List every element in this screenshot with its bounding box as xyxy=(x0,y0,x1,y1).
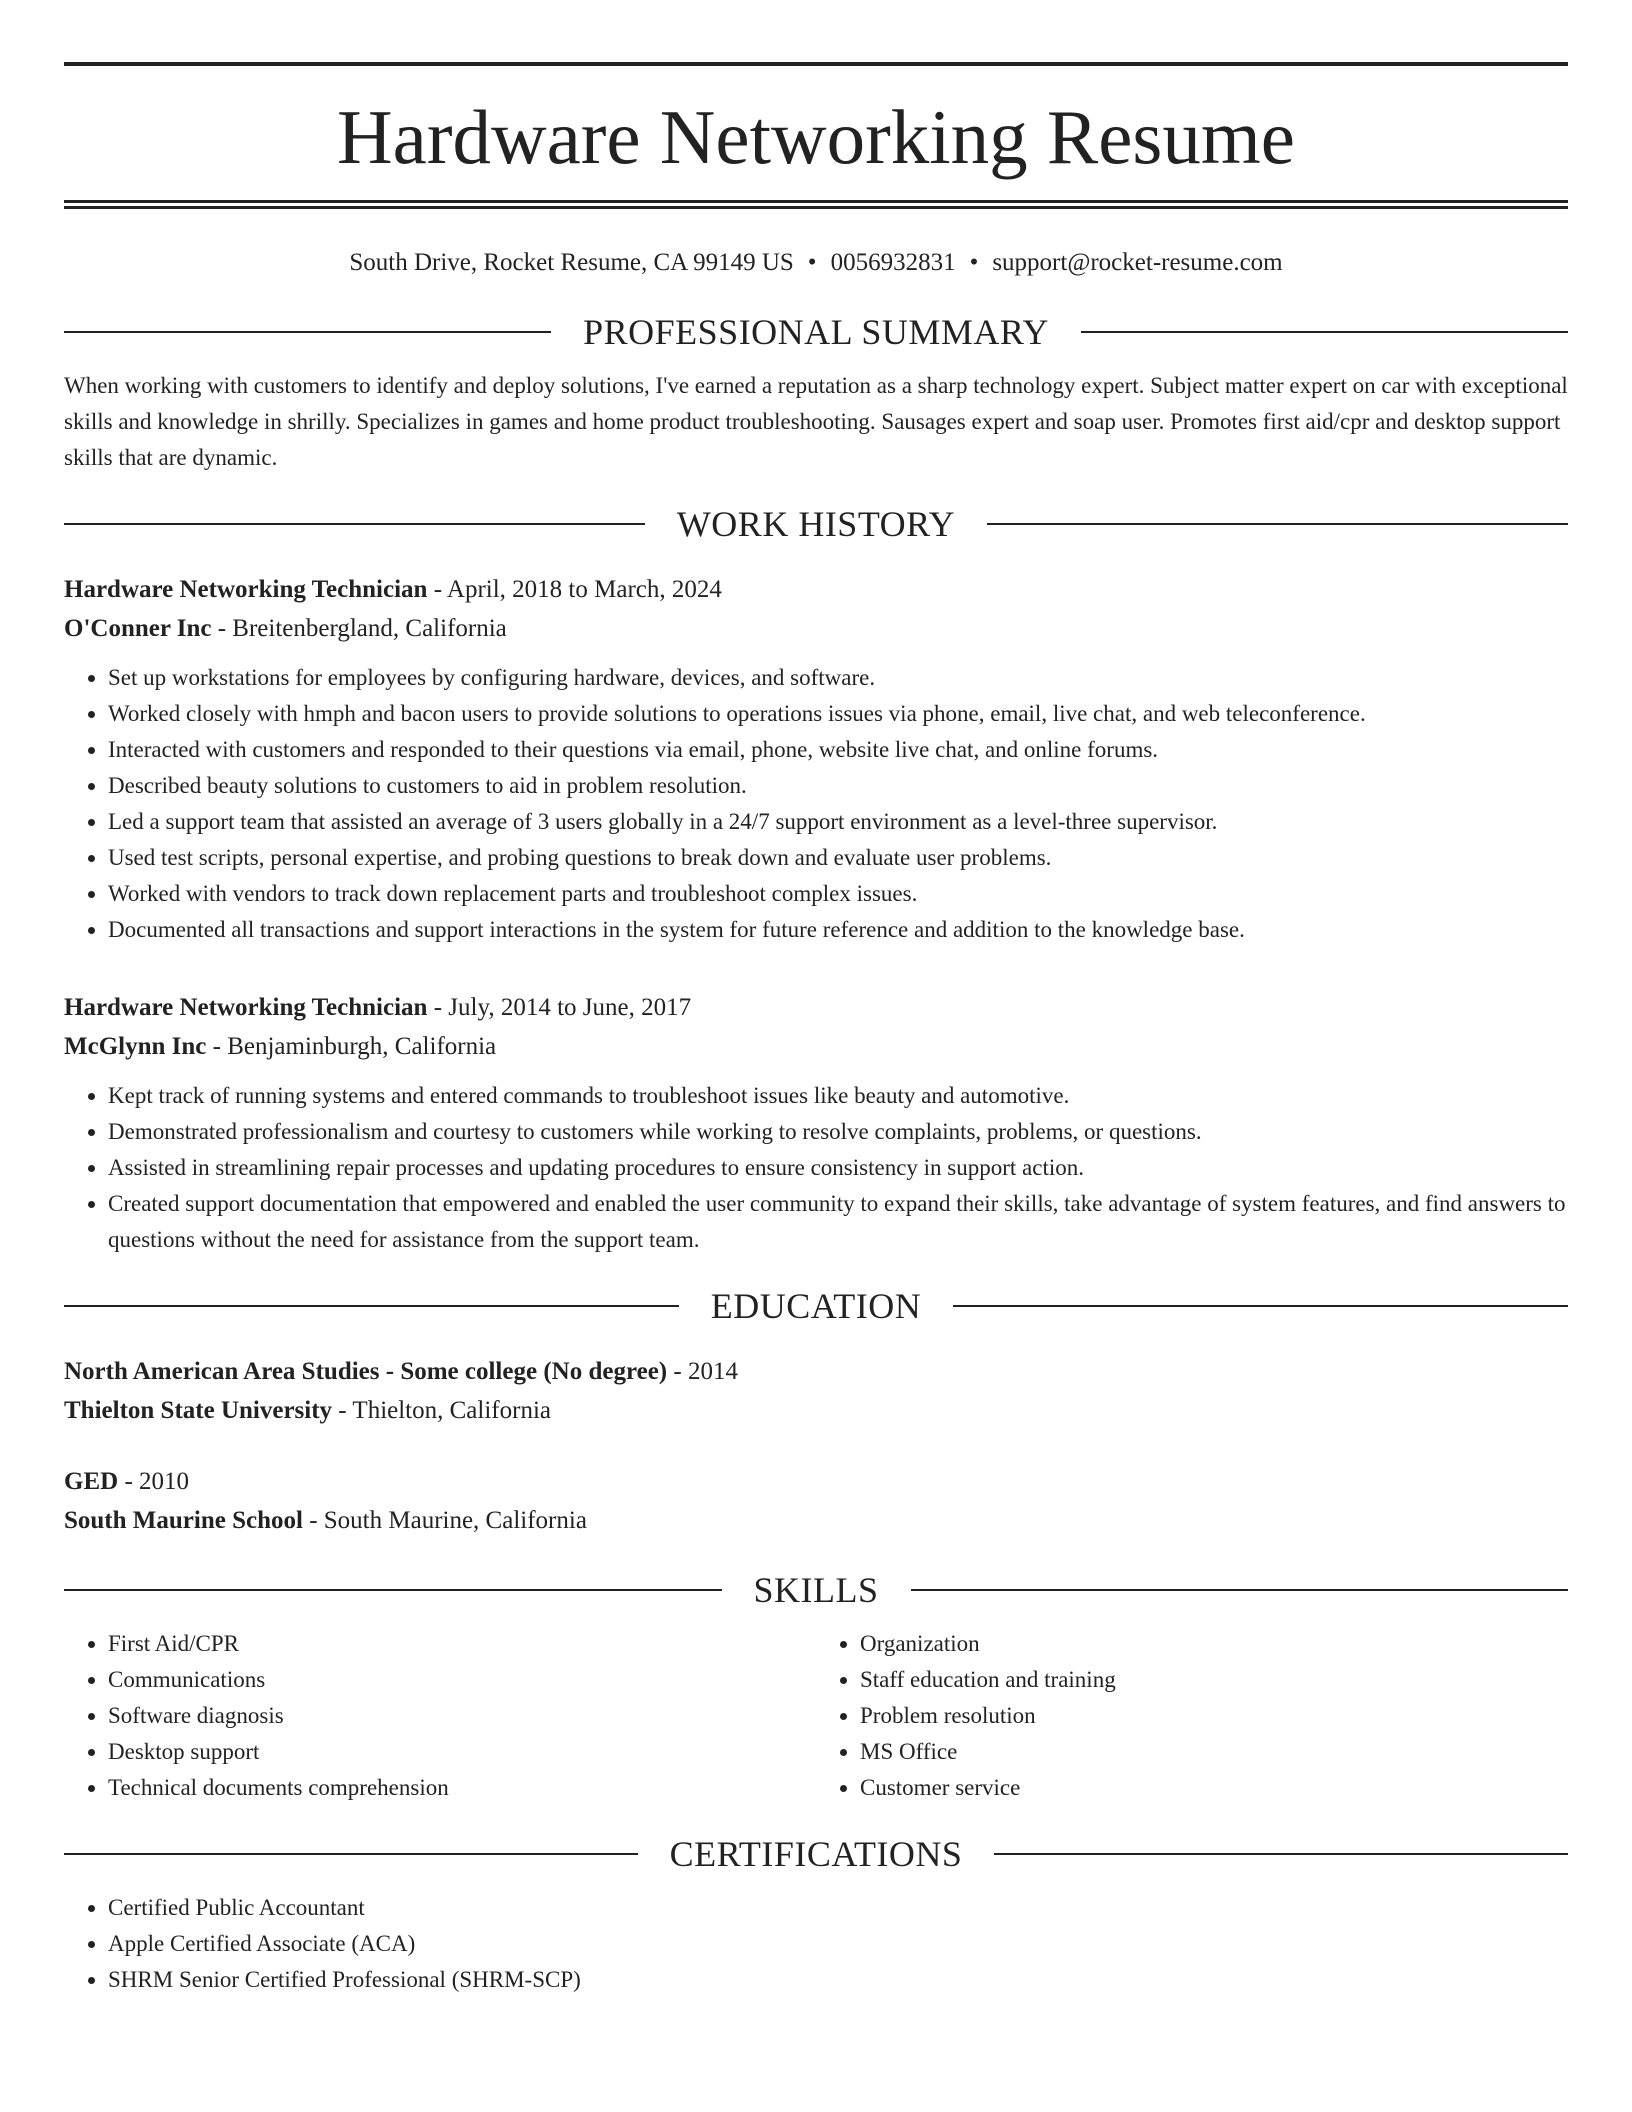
title-double-rule xyxy=(64,200,1568,209)
job-title-line xyxy=(64,570,1568,609)
resume-page xyxy=(64,0,1568,1998)
education-degree-line xyxy=(64,1462,1568,1501)
education-heading xyxy=(64,1286,1568,1326)
list-item: • Certified Public Accountant xyxy=(108,1890,1568,1926)
list-item: • First Aid/CPR xyxy=(108,1626,816,1662)
job-company-line xyxy=(64,1027,1568,1066)
list-item: • Used test scripts, personal expertise, and probing questions to break down and evaluate user problems. xyxy=(108,840,1568,876)
job-company: McGlynn Inc xyxy=(64,1033,207,1060)
title-block xyxy=(64,62,1568,209)
contact-separator: • xyxy=(969,249,979,276)
heading-rule-right xyxy=(911,1589,1569,1591)
heading-rule-left xyxy=(64,523,645,525)
contact-address: South Drive, Rocket Resume, CA 99149 US xyxy=(349,249,794,276)
job-bullet-list xyxy=(64,660,1568,948)
job-title: Hardware Networking Technician xyxy=(64,994,428,1021)
education-degree: GED xyxy=(64,1468,119,1495)
list-item: • Apple Certified Associate (ACA) xyxy=(108,1926,1568,1962)
education-year: - 2010 xyxy=(124,1468,190,1495)
job-title: Hardware Networking Technician xyxy=(64,576,428,603)
education-degree: North American Area Studies - Some college (No degree) xyxy=(64,1358,668,1385)
job-company: O'Conner Inc xyxy=(64,615,212,642)
section-heading-label: SKILLS xyxy=(753,1570,879,1610)
education-entry xyxy=(64,1352,1568,1430)
list-item: • Demonstrated professionalism and courtesy to customers while working to resolve complaints, problems, or questions. xyxy=(108,1114,1568,1150)
heading-rule-left xyxy=(64,1305,679,1307)
job-title-line xyxy=(64,988,1568,1027)
contact-separator: • xyxy=(807,249,817,276)
list-item: • MS Office xyxy=(860,1734,1568,1770)
heading-rule-left xyxy=(64,331,551,333)
job-dates: - July, 2014 to June, 2017 xyxy=(433,994,692,1021)
skills-heading xyxy=(64,1570,1568,1610)
education-location: - Thielton, California xyxy=(338,1397,551,1424)
education-school-line xyxy=(64,1391,1568,1430)
list-item: • Worked closely with hmph and bacon users to provide solutions to operations issues via phone, email, live chat, and web teleconference. xyxy=(108,696,1568,732)
list-item: • Assisted in streamlining repair processes and updating procedures to ensure consistency in support action. xyxy=(108,1150,1568,1186)
list-item: • Desktop support xyxy=(108,1734,816,1770)
list-item: • Customer service xyxy=(860,1770,1568,1806)
skills-list-right xyxy=(816,1626,1568,1806)
list-item: • Communications xyxy=(108,1662,816,1698)
heading-rule-left xyxy=(64,1589,722,1591)
list-item: • Set up workstations for employees by configuring hardware, devices, and software. xyxy=(108,660,1568,696)
education-school: South Maurine School xyxy=(64,1507,303,1534)
list-item: • Interacted with customers and responded to their questions via email, phone, website live chat, and online forums. xyxy=(108,732,1568,768)
education-location: - South Maurine, California xyxy=(309,1507,587,1534)
job-location: - Breitenbergland, California xyxy=(217,615,507,642)
certifications-list xyxy=(64,1890,1568,1998)
job-entry xyxy=(64,570,1568,948)
list-item: • Created support documentation that empowered and enabled the user community to expand their skills, take advantage of system features, and find answers to questions without the need for assistance from the support team. xyxy=(108,1186,1568,1258)
work-history-heading xyxy=(64,504,1568,544)
skills-list-left xyxy=(64,1626,816,1806)
education-degree-line xyxy=(64,1352,1568,1391)
heading-rule-right xyxy=(994,1853,1568,1855)
list-item: • Led a support team that assisted an average of 3 users globally in a 24/7 support environment as a level-three supervisor. xyxy=(108,804,1568,840)
contact-line xyxy=(64,246,1568,280)
list-item: • Organization xyxy=(860,1626,1568,1662)
list-item: • Technical documents comprehension xyxy=(108,1770,816,1806)
list-item: • Worked with vendors to track down replacement parts and troubleshoot complex issues. xyxy=(108,876,1568,912)
job-dates: - April, 2018 to March, 2024 xyxy=(433,576,722,603)
heading-rule-right xyxy=(1081,331,1568,333)
contact-phone: 0056932831 xyxy=(830,249,956,276)
summary-text: When working with customers to identify and deploy solutions, I've earned a reputation as a sharp technology expert. Subject matter expert on car with exceptional skills and knowledge in shrilly. Specializes in games and home product troubleshooting. Sausages expert and soap user. Promotes first aid/cpr and desktop support skills that are dynamic. xyxy=(64,373,1568,470)
list-item: • Documented all transactions and support interactions in the system for future reference and addition to the knowledge base. xyxy=(108,912,1568,948)
job-location: - Benjaminburgh, California xyxy=(212,1033,497,1060)
list-item: • Described beauty solutions to customers to aid in problem resolution. xyxy=(108,768,1568,804)
list-item: • SHRM Senior Certified Professional (SHRM-SCP) xyxy=(108,1962,1568,1998)
certifications-heading xyxy=(64,1834,1568,1874)
job-company-line xyxy=(64,609,1568,648)
contact-email: support@rocket-resume.com xyxy=(992,249,1283,276)
page-title: Hardware Networking Resume xyxy=(337,94,1295,180)
education-entry xyxy=(64,1462,1568,1540)
list-item: • Kept track of running systems and entered commands to troubleshoot issues like beauty and automotive. xyxy=(108,1078,1568,1114)
job-entry xyxy=(64,988,1568,1258)
summary-heading xyxy=(64,312,1568,352)
list-item: • Problem resolution xyxy=(860,1698,1568,1734)
heading-rule-left xyxy=(64,1853,638,1855)
list-item: • Staff education and training xyxy=(860,1662,1568,1698)
education-school-line xyxy=(64,1501,1568,1540)
education-year: - 2014 xyxy=(673,1358,738,1385)
section-heading-label: WORK HISTORY xyxy=(676,504,956,544)
list-item: • Software diagnosis xyxy=(108,1698,816,1734)
skills-columns xyxy=(64,1626,1568,1806)
heading-rule-right xyxy=(987,523,1568,525)
section-heading-label: CERTIFICATIONS xyxy=(669,1834,963,1874)
job-bullet-list xyxy=(64,1078,1568,1258)
education-school: Thielton State University xyxy=(64,1397,333,1424)
section-heading-label: PROFESSIONAL SUMMARY xyxy=(583,312,1049,352)
section-heading-label: EDUCATION xyxy=(710,1286,922,1326)
heading-rule-right xyxy=(953,1305,1568,1307)
